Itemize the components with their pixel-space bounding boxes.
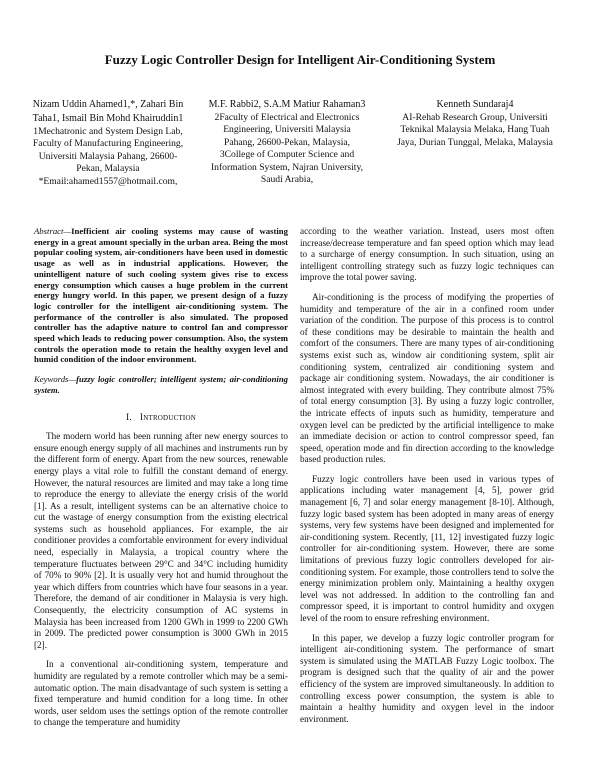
body-paragraph: The modern world has been running after new energy sources to ensure enough energy supply of all machines and instruments run by the different form of energy. Apart from the new sources, renewable energy plays a vital role to fulfill the constant demand of energy. However, the natural resources are limited and may take a long time to reproduce the energy to alleviate the energy crisis of the world [1]. As a result, intelligent systems can be an alternative choice to cut the wastage of energy consumption from the existing electrical systems such as household appliances. For example, the air conditioner provides a comfortable environment for every individual need, especially in Malaysia, a tropical country where the temperature fluctuates between 29°C and 34°C including humidity of 70% to 90% [2]. It is usually very hot and humid throughout the year which differs from countries which have four seasons in a year. Therefore, the demand of air conditioner in Malaysia is very high. Consequently, the electricity consumption of AC systems in Malaysia has been increased from 1200 GWh in 1999 to 2200 GWh in 2009. The predicted power consumption is 3000 GWh in 2015 [2].: [34, 431, 288, 650]
keywords-text: fuzzy logic controller; intelligent system; air-conditioning system.: [34, 374, 288, 395]
body-paragraph: In a conventional air-conditioning system, temperature and humidity are regulated by a remote controller which may be a semi-automatic option. The main disadvantage of such system is setting a fixed temperature and humid condition for a long time. In other words, user seldom uses the settings option of the remote controller to change the temperature and humidity: [34, 659, 288, 728]
author-block-2: [208, 98, 366, 186]
abstract-text: Inefficient air cooling systems may cause of wasting energy in a great amount specially in the urban area. Being the most popular cooling system, air-conditioners have been used in domestic usage as well as in industrial applications. However, the unintelligent nature of such cooling system gives rise to excess energy consumption which causes a huge problem in the current energy hungry world. In this paper, we present design of a fuzzy logic controller for the intelligent air-conditioning system. The performance of the controller is also simulated. The proposed controller has the adaptive nature to control fan and compressor speed which leads to reducing power consumption. Also, the system controls the operation mode to retain the healthy oxygen level and humid condition of the indoor environment.: [34, 226, 288, 365]
keywords-lead: Keywords—: [34, 374, 77, 385]
author-block-1: [28, 98, 188, 188]
author-names: Nizam Uddin Ahamed1,*, Zahari Bin Taha1, Ismail Bin Mohd Khairuddin1: [32, 99, 184, 124]
author-names: Kenneth Sundaraj4: [436, 99, 514, 110]
author-affiliation: 2Faculty of Electrical and Electronics Engineering, Universiti Malaysia Pahang, 26600-Pekan, Malaysia,: [214, 112, 360, 148]
author-email: *Email:ahamed1557@hotmail.com,: [38, 175, 178, 187]
author-affiliation: AI-Rehab Research Group, Universiti Teknikal Malaysia Melaka, Hang Tuah Jaya, Durian Tunggal, Melaka, Malaysia: [397, 112, 553, 148]
body-paragraph: In this paper, we develop a fuzzy logic controller program for intelligent air-conditioning system. The performance of smart system is simulated using the MATLAB Fuzzy Logic toolbox. The program is designed such that the quality of air and the power efficiency of the system are improved simultaneously. In addition to controlling excess power consumption, the system is able to maintain a healthy humidity and oxygen level in the indoor environment.: [300, 632, 554, 724]
author-names: M.F. Rabbi2, S.A.M Matiur Rahaman3: [208, 99, 366, 110]
section-heading: [34, 412, 288, 424]
body-paragraph: Air-conditioning is the process of modifying the properties of humidity and temperature of the air in a confined room under variation of the condition. The purpose of this process is to control of these conditions may be desirable to maintain the health and comfort of the consumers. There are many types of air-conditioning systems exist such as, window air conditioning system, split air conditioning system, centralized air conditioning system and package air conditioning system. Nowadays, the air conditioner is almost integrated with every building. They contribute almost 75% of total energy consumption [3]. By using a fuzzy logic controller, the intricate effects of inputs such as humidity, temperature and oxygen level can be predicted by the artificial intelligence to make an immediate decision or action to control compressor speed, fan speed, operation mode and fin direction according to the knowledge based production rules.: [300, 291, 554, 465]
section-title: Introduction: [139, 411, 196, 423]
author-affiliation: 3College of Computer Science and Information System, Najran University, Saudi Arabia,: [210, 149, 364, 186]
body-paragraph: Fuzzy logic controllers have been used in various types of applications including water management [4, 5], power grid management [6, 7] and solar energy management [8-10]. Although, fuzzy logic based system has been adopted in many areas of energy systems, very few systems have been designed and implemented for air-conditioning system. Recently, [11, 12] investigated fuzzy logic controller for air-conditioning system. However, there are some limitations of previous fuzzy logic controllers developed for air-conditioning system. For example, those controllers tend to solve the energy minimization problem only. Maintaining a healthy oxygen level was not addressed. In addition to the controlling fan and compressor speed, it is important to control humidity and oxygen level of the room to ensure refreshing environment.: [300, 473, 554, 623]
paper-title: Fuzzy Logic Controller Design for Intelligent Air-Conditioning System: [104, 52, 496, 67]
abstract-lead: Abstract—: [34, 226, 72, 236]
right-column: [300, 226, 554, 733]
section-number: I.: [126, 411, 133, 423]
keywords: [34, 374, 288, 395]
author-block-3: [392, 98, 558, 149]
body-paragraph: according to the weather variation. Instead, users most often increase/decrease temperature and fan speed option which may lead to a surcharge of energy consumption. In such situation, using an intelligent controlling strategy such as fuzzy logic techniques can improve the total power saving.: [300, 226, 554, 283]
left-column: [34, 226, 288, 737]
author-affiliation: 1Mechatronic and System Design Lab, Faculty of Manufacturing Engineering, Universiti Malaysia Pahang, 26600-Pekan, Malaysia: [32, 126, 184, 175]
abstract: [34, 226, 288, 365]
